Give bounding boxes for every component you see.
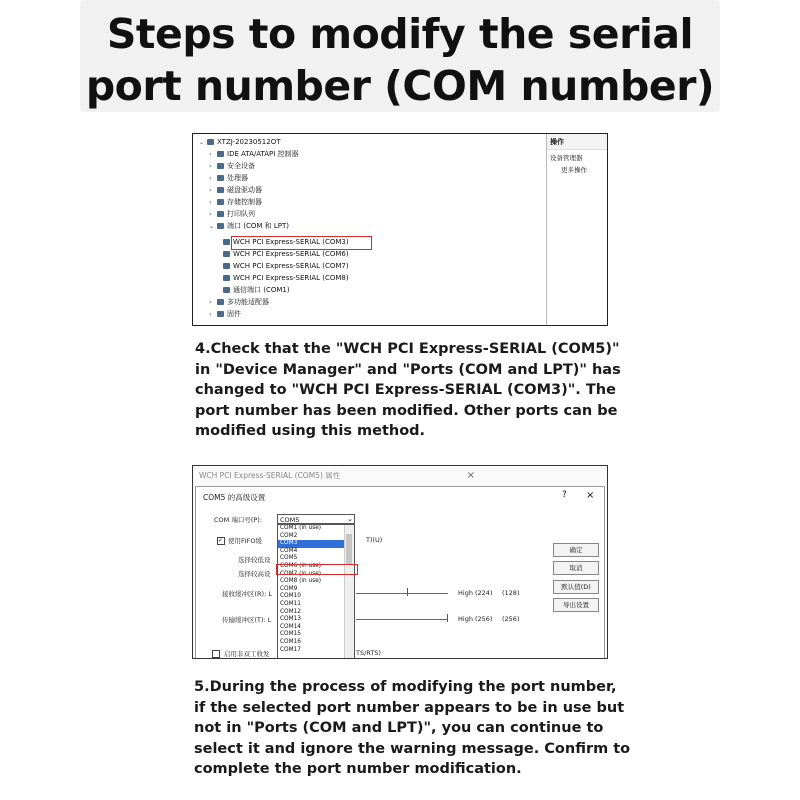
tx-slider-thumb[interactable] — [447, 614, 448, 622]
port-icon — [223, 287, 230, 293]
tree-item-label: 固件 — [227, 310, 241, 318]
chevron-right-icon: › — [209, 175, 212, 182]
tree-root[interactable] — [199, 136, 281, 148]
dropdown-option[interactable]: COM4 — [280, 547, 298, 554]
action-device-manager[interactable]: 设备管理器 — [550, 154, 583, 162]
step-4-text: 4.Check that the "WCH PCI Express-SERIAL (COM5)" in "Device Manager" and "Ports (COM and LPT)" has changed to "WCH PCI Express-SERIAL (COM3)". The port number has been modified. Other ports can be modified using this method. — [195, 341, 621, 439]
tree-item-label: 安全设备 — [227, 162, 255, 170]
tree-item-label: WCH PCI Express-SERIAL (COM8) — [233, 274, 349, 282]
tree-item-label: 打印队列 — [227, 210, 255, 218]
port-icon — [223, 251, 230, 257]
tree-item[interactable] — [223, 260, 349, 272]
rx-slider-thumb[interactable] — [407, 588, 408, 596]
close-icon[interactable]: × — [466, 470, 475, 481]
dropdown-option[interactable]: COM17 — [280, 646, 301, 653]
tree-item-label: 多功能适配器 — [227, 298, 269, 306]
dropdown-option-selected[interactable]: COM3 — [278, 540, 354, 548]
defaults-button[interactable]: 默认值(D) — [553, 580, 599, 594]
dropdown-option[interactable]: COM5 — [280, 555, 298, 562]
scrollbar-thumb[interactable] — [346, 534, 352, 564]
storage-controller-icon — [217, 199, 224, 205]
tree-item-label: WCH PCI Express-SERIAL (COM3) — [233, 238, 349, 246]
tx-value: (256) — [502, 615, 520, 623]
dialog-title: COM5 的高级设置 — [203, 493, 266, 502]
device-manager-screenshot — [192, 133, 608, 326]
tree-root-label: XTZJ-20230512OT — [217, 138, 281, 146]
dropdown-option[interactable]: COM8 (in use) — [280, 578, 322, 585]
dropdown-option[interactable]: COM14 — [280, 623, 301, 630]
dropdown-option[interactable]: COM12 — [280, 608, 301, 615]
tree-item-label: 端口 (COM 和 LPT) — [227, 222, 289, 230]
tx-slider-track[interactable] — [356, 619, 448, 620]
dropdown-option[interactable]: COM16 — [280, 638, 301, 645]
tree-item[interactable] — [209, 308, 241, 320]
tree-item-label: 通信端口 (COM1) — [233, 286, 290, 294]
rx-value: (128) — [502, 589, 520, 597]
dropdown-option[interactable]: COM10 — [280, 593, 301, 600]
dropdown-option[interactable]: COM1 (in use) — [280, 525, 322, 531]
com3-highlight-box — [231, 236, 372, 250]
computer-icon — [207, 139, 214, 145]
tree-item[interactable] — [209, 172, 248, 184]
chevron-right-icon: › — [209, 163, 212, 170]
tree-item-label: IDE ATA/ATAPI 控制器 — [227, 150, 299, 158]
half-duplex-checkbox[interactable] — [212, 650, 220, 658]
page-title-line-2: port number (COM number) — [85, 62, 715, 110]
tx-buffer-label: 传输缓冲区(T): L — [222, 616, 272, 624]
tree-item-label: 存储控制器 — [227, 198, 262, 206]
properties-window-title: WCH PCI Express-SERIAL (COM5) 属性 — [193, 466, 607, 486]
chevron-down-icon: ⌄ — [199, 139, 205, 146]
com-port-label: COM 端口号(P): — [214, 516, 263, 524]
tree-item[interactable] — [223, 284, 290, 296]
com-settings-screenshot — [192, 465, 608, 659]
dropdown-option[interactable]: COM15 — [280, 631, 301, 638]
half-duplex-suffix: TS/RTS) — [356, 649, 381, 657]
fifo-checkbox[interactable]: ✓ — [218, 537, 224, 544]
disk-drive-icon — [217, 187, 224, 193]
multifunction-adapter-icon — [217, 299, 224, 305]
dropdown-option[interactable]: COM7 (in use) — [280, 570, 322, 577]
com-port-select[interactable] — [277, 514, 355, 524]
fifo-label-suffix: T)(U) — [366, 536, 383, 544]
dropdown-option[interactable]: COM11 — [280, 600, 301, 607]
port-icon — [217, 223, 224, 229]
help-icon[interactable]: ? — [562, 490, 567, 500]
port-icon — [223, 263, 230, 269]
printer-queue-icon — [217, 211, 224, 217]
dropdown-option[interactable]: COM13 — [280, 616, 301, 623]
tree-item[interactable] — [223, 272, 349, 284]
dropdown-option[interactable]: COM2 — [280, 532, 298, 539]
tx-high-label: High (256) — [458, 615, 493, 623]
chevron-right-icon: › — [209, 299, 212, 306]
com6-highlight-box — [276, 564, 358, 575]
dropdown-scrollbar[interactable] — [344, 525, 354, 659]
firmware-icon — [217, 311, 224, 317]
port-icon — [223, 239, 230, 245]
page-title-line-1: Steps to modify the serial — [106, 10, 694, 58]
tree-item[interactable] — [209, 184, 262, 196]
tree-item[interactable] — [209, 296, 269, 308]
chevron-down-icon: ⌄ — [347, 515, 353, 523]
ok-button[interactable]: 确定 — [553, 543, 599, 557]
chevron-right-icon: › — [209, 187, 212, 194]
tree-item-label: 磁盘驱动器 — [227, 186, 262, 194]
chevron-right-icon: › — [209, 311, 212, 318]
chevron-right-icon: › — [209, 199, 212, 206]
tree-item[interactable] — [209, 208, 255, 220]
tree-item[interactable] — [209, 160, 255, 172]
high-setting-label: 选择较高设 — [238, 570, 271, 578]
actions-header: 操作 — [547, 134, 608, 150]
chevron-right-icon: › — [209, 211, 212, 218]
action-more[interactable]: 更多操作 — [561, 166, 587, 174]
rx-slider-track[interactable] — [356, 593, 448, 594]
device-tree — [197, 136, 542, 325]
security-device-icon — [217, 163, 224, 169]
ide-controller-icon — [217, 151, 224, 157]
port-icon — [223, 275, 230, 281]
tree-item-label: 处理器 — [227, 174, 248, 182]
low-setting-label: 选择较低设 — [238, 556, 271, 564]
com-port-value: COM5 — [280, 516, 300, 524]
half-duplex-label: 启用非双工收发 — [224, 650, 270, 658]
cancel-button[interactable]: 取消 — [553, 561, 599, 575]
chevron-down-icon: ⌄ — [209, 223, 215, 230]
rx-buffer-label: 接收缓冲区(R): L — [222, 590, 272, 598]
tree-item-ports[interactable] — [209, 220, 289, 232]
processor-icon — [217, 175, 224, 181]
chevron-right-icon: › — [209, 151, 212, 158]
close-icon[interactable]: × — [586, 490, 595, 501]
step-5-text: 5.During the process of modifying the port number, if the selected port number appears to be in use but not in "Ports (COM and LPT)", you can continue to select it and ignore the warning message. Confirm to complete the port number modification. — [194, 679, 631, 777]
com-port-dropdown-list[interactable] — [277, 524, 355, 659]
advanced-settings-dialog — [195, 486, 605, 659]
tree-item[interactable] — [209, 196, 262, 208]
tree-item[interactable] — [209, 148, 299, 160]
export-settings-button[interactable]: 导出设置 — [553, 598, 599, 612]
actions-pane — [546, 134, 608, 325]
dropdown-option[interactable]: COM6 (in use) — [280, 562, 322, 569]
fifo-label: 使用FIFO缓 — [228, 537, 263, 545]
rx-high-label: High (224) — [458, 589, 493, 597]
tree-item-label: WCH PCI Express-SERIAL (COM6) — [233, 250, 349, 258]
dropdown-option[interactable]: COM9 — [280, 585, 298, 592]
tree-item-label: WCH PCI Express-SERIAL (COM7) — [233, 262, 349, 270]
